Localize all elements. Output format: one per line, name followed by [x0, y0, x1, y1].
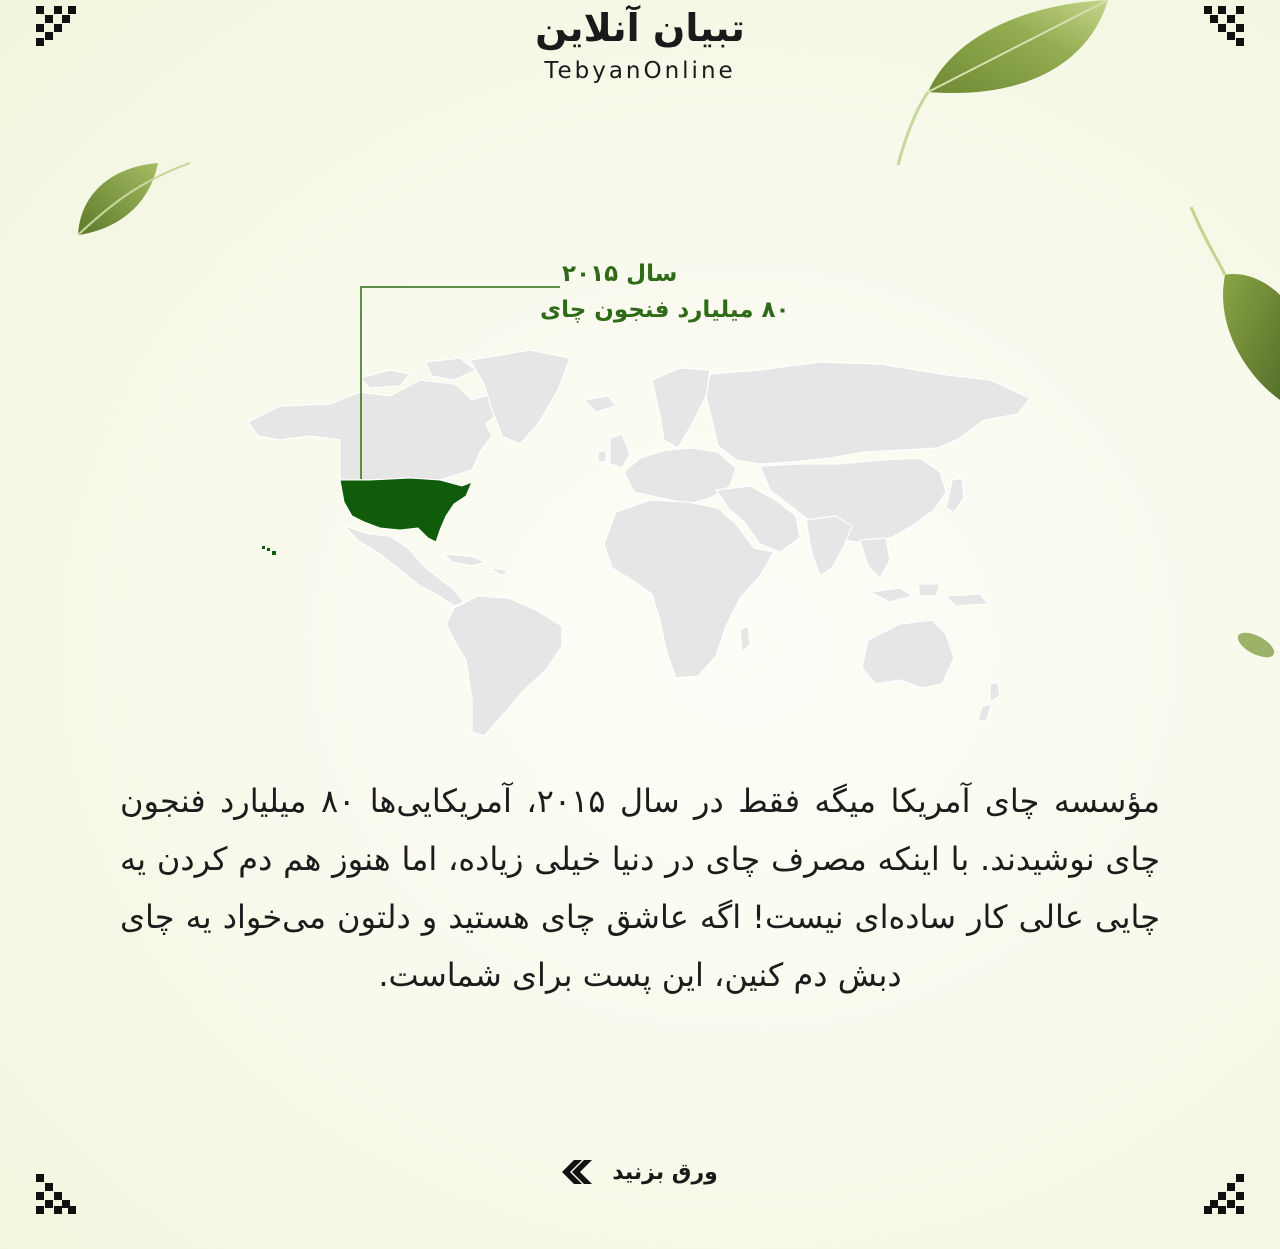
- map-callout: [540, 256, 830, 328]
- map-region-scandinavia: [652, 368, 710, 448]
- corner-pattern-bottom-right-icon: [1202, 1172, 1246, 1216]
- corner-pattern-top-left-icon: [34, 4, 78, 48]
- map-region-australia: [862, 620, 954, 688]
- map-region-indonesia: [870, 584, 988, 606]
- map-region-russia: [706, 362, 1030, 464]
- map-region-caribbean: [444, 554, 508, 576]
- map-region-hawaii: [262, 546, 276, 555]
- callout-year: سال ۲۰۱۵: [562, 261, 678, 287]
- map-region-uk: [598, 434, 630, 468]
- brand-logo-persian: تبیان آنلاین: [535, 6, 745, 50]
- swipe-prompt[interactable]: [540, 1150, 740, 1194]
- body-paragraph: مؤسسه چای آمریکا میگه فقط در سال ۲۰۱۵، آمریکایی‌ها ۸۰ میلیارد فنجون چای نوشیدند. با اینکه مصرف چای در دنیا خیلی زیاده، اما هنوز هم دم کردن یه چایی عالی کار ساده‌ای نیست! اگه عاشق چای هستید و دلتون می‌خواد یه چای دبش دم کنین، این پست برای شماست.: [120, 782, 1161, 994]
- tea-leaf-right-icon: [1185, 205, 1280, 405]
- map-region-southeast-asia: [860, 538, 890, 578]
- map-region-iceland: [584, 396, 616, 412]
- swipe-label: ورق بزنید: [612, 1159, 718, 1185]
- map-region-india: [806, 516, 852, 576]
- map-region-mexico-central-america: [344, 526, 464, 606]
- callout-amount: ۸۰ میلیارد فنجون چای: [540, 297, 790, 323]
- tea-leaf-left-icon: [70, 155, 200, 245]
- map-region-japan: [946, 478, 964, 512]
- tea-leaf-small-icon: [1232, 625, 1280, 665]
- callout-leader-line: [355, 283, 565, 483]
- corner-pattern-top-right-icon: [1202, 4, 1246, 48]
- corner-pattern-bottom-left-icon: [34, 1172, 78, 1216]
- tea-leaf-top-icon: [880, 0, 1120, 170]
- map-region-new-zealand: [978, 682, 1000, 722]
- double-chevron-icon: [562, 1157, 602, 1187]
- brand-logo-english: TebyanOnline: [544, 58, 736, 84]
- map-region-madagascar: [740, 626, 750, 652]
- map-region-south-america: [446, 596, 562, 736]
